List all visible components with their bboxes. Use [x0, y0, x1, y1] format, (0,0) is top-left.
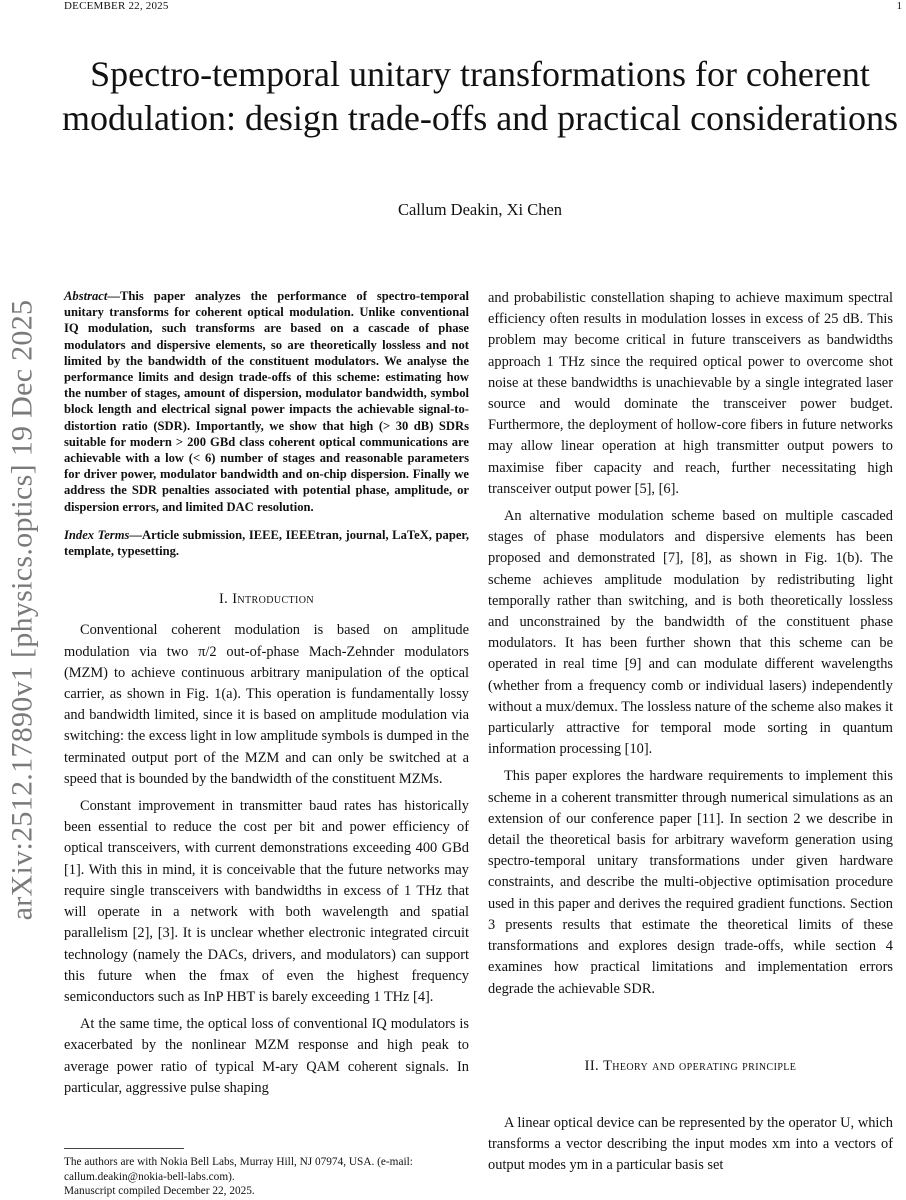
running-header-date: DECEMBER 22, 2025	[64, 0, 169, 12]
section-heading-introduction	[64, 589, 469, 610]
paragraph: Constant improvement in transmitter baud rates has historically been essential to reduce the cost per bit and power efficiency of optical transceivers, with current demonstrations exceeding 400 GBd [1]. With this in mind, it is conceivable that the future networks may require single transceivers with bandwidths in excess of 1 THz that will operate in a network with both wavelength and spatial parallelism [2], [3]. It is unclear whether electronic integrated circuit technology (namely the DACs, drivers, and modulators) can support this future when the fmax of even the highest frequency semiconductors such as InP HBT is barely exceeding 1 THz [4].	[64, 798, 469, 1005]
index-terms-label: Index Terms	[64, 527, 130, 542]
abstract-text: —This paper analyzes the performance of spectro-temporal unitary transforms for coherent optical modulation. Unlike conventional IQ modulation, such transforms are based on a cascade of phase modulators and dispersive elements, so are theoretically lossless and not limited by the bandwidth of the constituent modulators. We analyse the performance limits and design trade-offs of this scheme: estimating how the number of stages, amount of dispersion, modulator bandwidth, symbol block length and electrical signal power impacts the achievable signal-to-distortion ratio (SDR). Importantly, we show that high (> 30 dB) SDRs suitable for modern > 200 GBd class coherent optical communications are achievable with a low (< 6) number of stages and reasonable parameters for driver power, modulator bandwidth and on-chip dispersion. Finally we address the SDR penalties associated with potential phase, amplitude, or dispersion errors, and limited DAC resolution.	[64, 289, 469, 514]
section-title: Introduction	[232, 591, 314, 608]
paper-title: Spectro-temporal unitary transformations for coherent modulation: design trade-offs and practical considerations	[61, 54, 899, 138]
section-number: II.	[584, 1057, 600, 1074]
paragraph: A linear optical device can be represented by the operator U, which transforms a vector describing the input modes xm into a vectors of output modes ym in a particular basis set	[488, 1114, 893, 1174]
index-terms	[64, 527, 469, 559]
paragraph: At the same time, the optical loss of conventional IQ modulators is exacerbated by the nonlinear MZM response and high peak to average power ratio of typical M-ary QAM coherent signals. In particular, aggressive pulse shaping	[64, 1016, 469, 1096]
index-terms-text: —Article submission, IEEE, IEEEtran, journal, LaTeX, paper, template, typesetting.	[64, 527, 469, 559]
paragraph: An alternative modulation scheme based on multiple cascaded stages of phase modulators and dispersive elements has been proposed and demonstrated [7], [8], as shown in Fig. 1(b). The scheme achieves amplitude modulation by redistributing light temporally rather than switching, and is both theoretically lossless and unconstrained by the bandwidth of the constituent phase modulators. It has been further shown that this scheme can be operated in real time [9] and can modulate different wavelengths (whether from a frequency comb or individual lasers) independently without a mux/demux. The lossless nature of the scheme also makes it particularly attractive for temporal mode sorting in quantum information processing [10].	[488, 508, 893, 758]
left-column	[64, 288, 469, 1105]
paragraph: and probabilistic constellation shaping to achieve maximum spectral efficiency often results in modulation losses in excess of 25 dB. This problem may become critical in future transceivers as bandwidths approach 1 THz since the required optical power to overcome shot noise at these bandwidths is unachievable by a single integrated laser source and would dominate the transceiver power budget. Furthermore, the deployment of hollow-core fibers in future networks may allow linear operation at high transmitter output powers to maximise fiber capacity and reach, further necessitating high transceiver output power [5], [6].	[488, 290, 893, 497]
right-column	[488, 288, 893, 1183]
abstract-label: Abstract	[64, 289, 108, 303]
section-heading-theory	[488, 1056, 893, 1077]
section-number: I.	[218, 591, 229, 608]
footnote-affiliation: The authors are with Nokia Bell Labs, Murray Hill, NJ 07974, USA. (e-mail: callum.deakin@nokia-bell-labs.com).	[64, 1156, 413, 1183]
section-title: Theory and operating principle	[603, 1057, 797, 1074]
paragraph: This paper explores the hardware requirements to implement this scheme in a coherent transmitter through numerical simulations as an extension of our conference paper [11]. In section 2 we describe in detail the theoretical basis for arbitrary waveform generation using spectro-temporal unitary transformations under given hardware constraints, and describe the multi-objective optimisation procedure used in this paper and derives the required gradient functions. Section 3 presents results that estimate the theoretical limits of these transformations and explores design trade-offs, while section 4 examines how practical limitations and implementation errors degrade the achievable SDR.	[488, 768, 893, 997]
arxiv-stamp-text: arXiv:2512.17890v1 [physics.optics] 19 Dec 2025	[5, 299, 38, 921]
footnote	[64, 1155, 469, 1199]
footnote-compiled: Manuscript compiled December 22, 2025.	[64, 1185, 255, 1197]
arxiv-stamp	[2, 260, 42, 960]
author-list: Callum Deakin, Xi Chen	[397, 200, 563, 219]
abstract	[64, 288, 469, 515]
footnote-rule	[64, 1148, 184, 1149]
paragraph: Conventional coherent modulation is based on amplitude modulation via two π/2 out-of-phase Mach-Zehnder modulators (MZM) to achieve continuous arbitrary manipulation of the optical carrier, as shown in Fig. 1(a). This operation is fundamentally lossy and bandwidth limited, since it is based on amplitude modulation via switching: the excess light in low amplitude symbols is dumped in the terminated output port of the MZM and can only be switched at a speed that is bounded by the bandwidth of the constituent MZMs.	[64, 622, 469, 787]
page-number: 1	[896, 0, 902, 12]
